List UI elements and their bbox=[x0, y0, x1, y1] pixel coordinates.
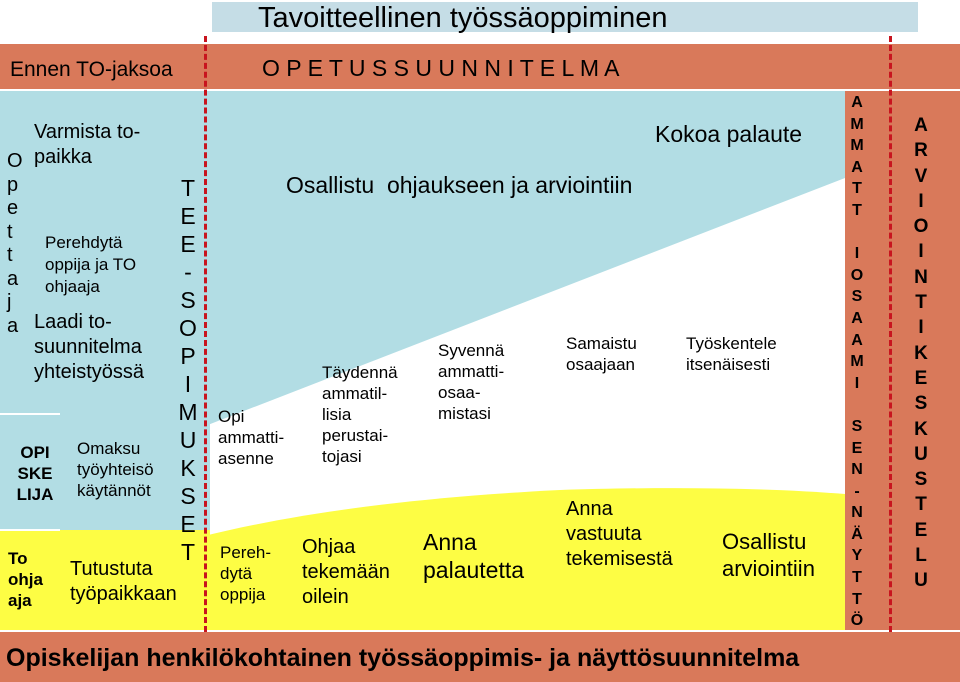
opettaja-letter: t bbox=[7, 220, 13, 243]
tyoskentele-text: Työskentele itsenäisesti bbox=[686, 334, 777, 374]
teesopimukset-vertical: T E E - S O P I M U K S E T bbox=[178, 175, 198, 565]
opiskelija-label: OPI SKE LIJA bbox=[16, 443, 54, 504]
syvenna-text: Syvennä ammatti- osaa- mistasi bbox=[438, 341, 505, 423]
opi-ammattiasenne-text: Opi ammatti- asenne bbox=[218, 407, 285, 468]
perehdyta-oppija-text: Pereh- dytä oppija bbox=[220, 543, 272, 604]
opettaja-letter: O bbox=[7, 150, 23, 172]
dashed-line-left bbox=[204, 36, 207, 632]
omaksu-text: Omaksu työyhteisö käytännöt bbox=[77, 439, 154, 500]
opettaja-letter: a bbox=[7, 314, 19, 337]
opetussuunnitelma-label: O P E T U S S U U N N I T E L M A bbox=[262, 55, 620, 81]
perehdyta-text: Perehdytä oppija ja TO ohjaaja bbox=[45, 233, 137, 296]
ohjaa-text: Ohjaa tekemään oilein bbox=[302, 536, 390, 608]
opettaja-letter: a bbox=[7, 267, 19, 290]
footer-title: Opiskelijan henkilökohtainen työssäoppimis- ja näyttösuunnitelma bbox=[6, 644, 800, 672]
laadi-text: Laadi to- suunnitelma yhteistyössä bbox=[34, 311, 145, 383]
arviointikeskustelu-vertical: A R V I O I N T I K E S K U S T E L U bbox=[913, 115, 929, 592]
kokoa-palaute-text: Kokoa palaute bbox=[655, 121, 803, 147]
osallistu-ohjaukseen-text: Osallistu ohjaukseen ja arviointiin bbox=[286, 172, 633, 198]
opettaja-letter: j bbox=[7, 291, 12, 313]
opettaja-letter: e bbox=[7, 197, 19, 219]
ammattiosaamisen-naytto-vertical: A M M A T T I O S A A M I S E N - N Ä Y T T Ö bbox=[850, 94, 864, 630]
opettaja-vertical bbox=[7, 150, 23, 338]
opettaja-letter: t bbox=[7, 244, 13, 266]
anna-vastuuta-text: Anna vastuuta tekemisestä bbox=[566, 498, 673, 570]
tyopaikkaohjaaja-label: To ohja aja bbox=[8, 549, 43, 610]
tutustuta-text: Tutustuta työpaikkaan bbox=[70, 558, 177, 605]
osallistu-arviointiin-text: Osallistu arviointiin bbox=[722, 529, 815, 581]
page-title: Tavoitteellinen työssäoppiminen bbox=[258, 2, 668, 34]
dashed-line-right bbox=[889, 36, 892, 632]
ennen-label: Ennen TO-jaksoa bbox=[10, 58, 173, 81]
samaistu-text: Samaistu osaajaan bbox=[566, 334, 637, 374]
varmista-text: Varmista to- paikka bbox=[34, 121, 141, 168]
opettaja-letter: p bbox=[7, 173, 19, 196]
anna-palautetta-text: Anna palautetta bbox=[423, 529, 525, 583]
taydenna-text: Täydennä ammatil- lisia perustai- tojasi bbox=[322, 363, 398, 466]
